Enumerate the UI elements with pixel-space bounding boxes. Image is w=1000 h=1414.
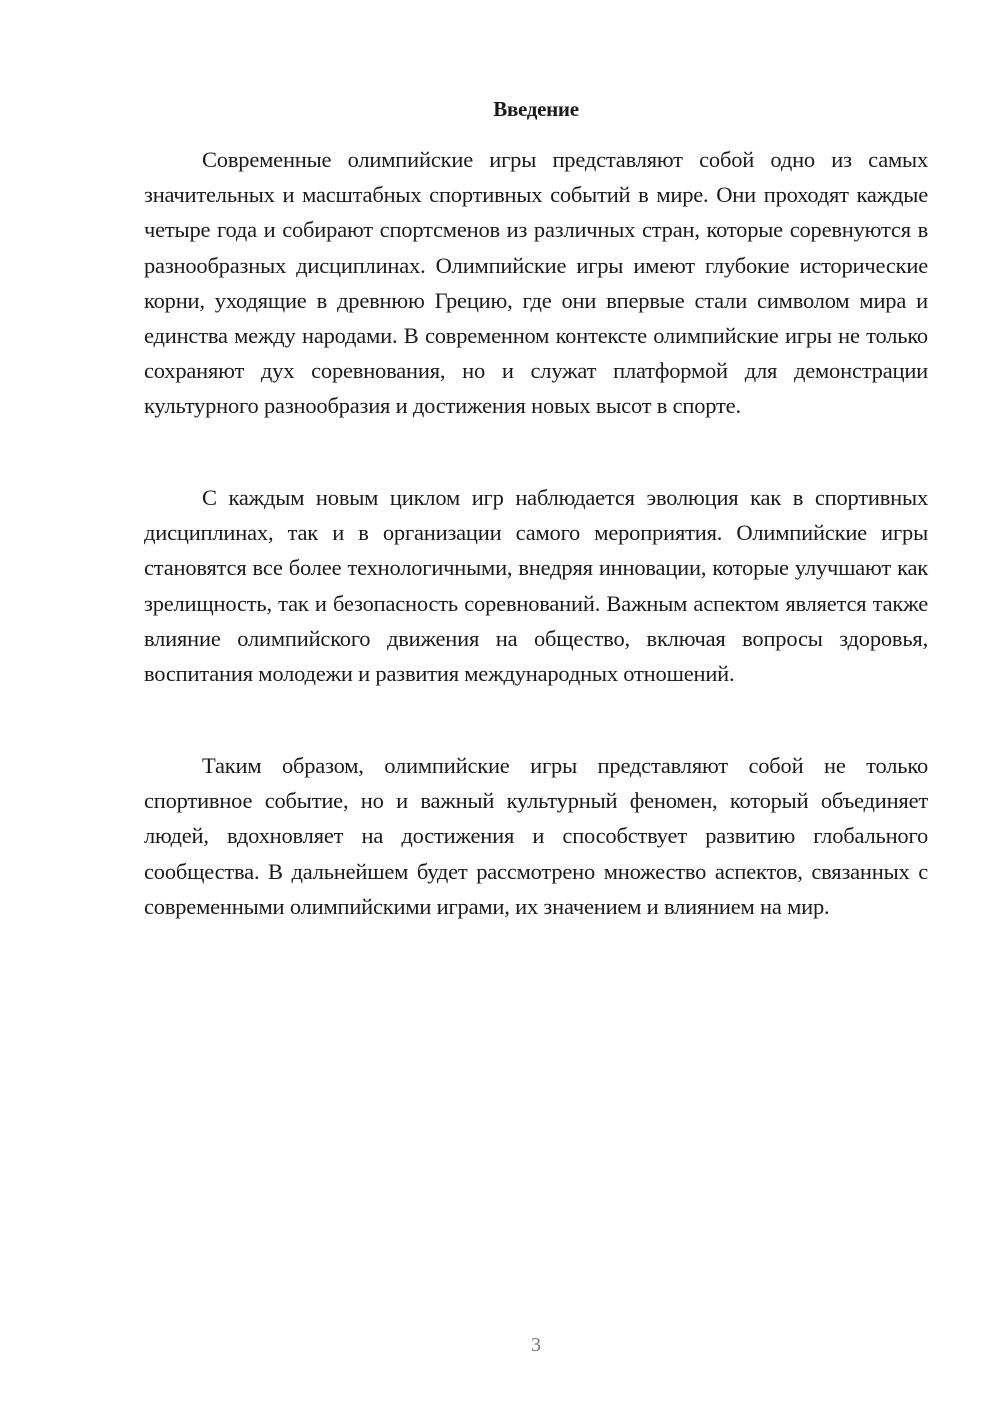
section-heading: Введение — [493, 97, 579, 121]
paragraph-1: Современные олимпийские игры представляют собой одно из самых значительных и масштабных спортивных событий в мире. Они проходят каждые четыре года и собирают спортсменов из различных стран, которые соревнуются в разнообразных дисциплинах. Олимпийские игры имеют глубокие исторические корни, уходящие в древнюю Грецию, где они впервые стали символом мира и единства между народами. В современном контексте олимпийские игры не только сохраняют дух соревнования, но и служат платформой для демонстрации культурного разнообразия и достижения новых высот в спорте. — [144, 147, 928, 419]
paragraph-2: С каждым новым циклом игр наблюдается эволюция как в спортивных дисциплинах, так и в организации самого мероприятия. Олимпийские игры становятся все более технологичными, внедряя инновации, которые улучшают как зрелищность, так и безопасность соревнований. Важным аспектом является также влияние олимпийского движения на общество, включая вопросы здоровья, воспитания молодежи и развития международных отношений. — [144, 485, 928, 687]
page-number: 3 — [531, 1334, 541, 1356]
paragraph-3: Таким образом, олимпийские игры представляют собой не только спортивное событие, но и важный культурный феномен, который объединяет людей, вдохновляет на достижения и способствует развитию глобального сообщества. В дальнейшем будет рассмотрено множество аспектов, связанных с современными олимпийскими играми, их значением и влиянием на мир. — [144, 753, 928, 919]
